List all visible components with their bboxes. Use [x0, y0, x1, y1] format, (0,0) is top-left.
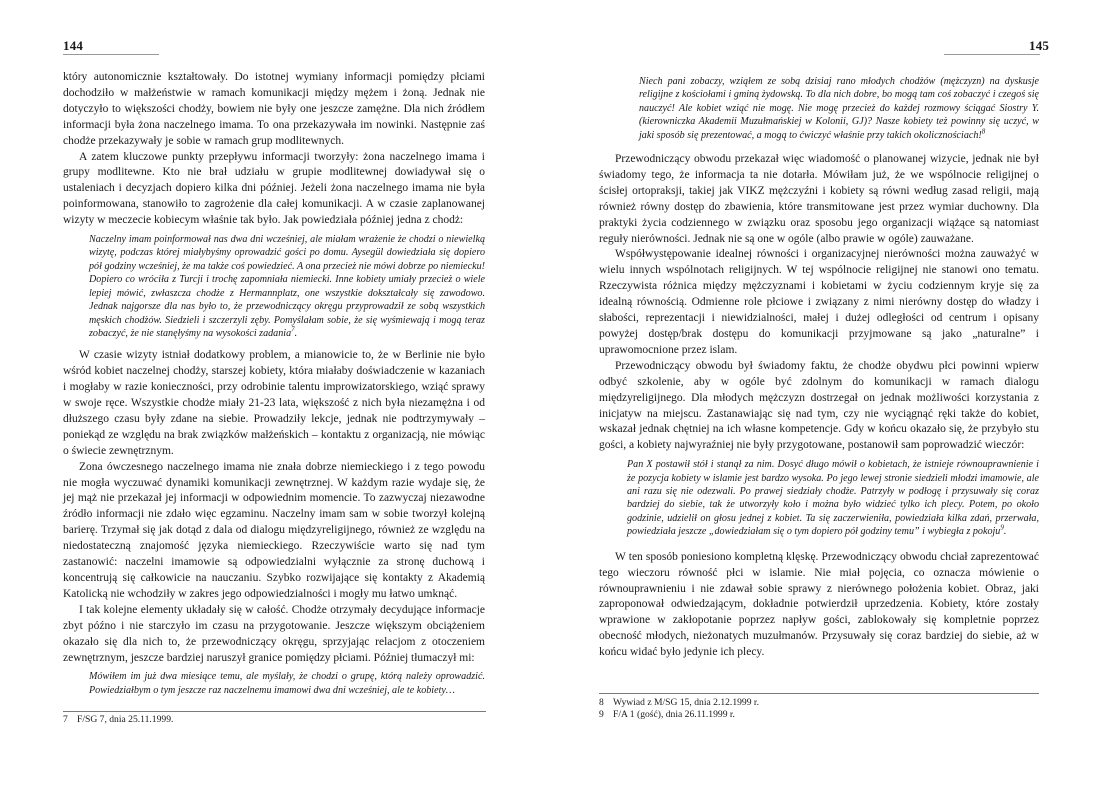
footnote-number: 9 [599, 709, 604, 720]
footnote [599, 709, 759, 721]
quote-text: Niech pani zobaczy, wziąłem ze sobą dzisiaj rano młodych chodżów (mężczyzn) na dyskusje religijne z kościołami i gminą żydowską. To dla nich dobre, bo mogą tam coś zobaczyć i czegoś się nauczyć! Ale kobiet wziąć nie mogę. Nie mogę przecież do każdej rozmowy ściągać Siostry Y. (kierowniczka Akademii Muzułmańskiej w Kolonii, GJ)? Nasze kobiety też powinny się uczyć, w jaki sposób się prezentować, a mogą to ćwiczyć właśnie przy takich okolicznościach! [639, 76, 1039, 141]
footnote-ref: 7 [291, 325, 295, 334]
page-body [599, 75, 1039, 661]
footnote-ref: 8 [981, 127, 986, 136]
paragraph: który autonomicznie kształtowały. Do istotnej wymiany informacji pomiędzy płciami dochodziło w małżeństwie w ramach komunikacji między mężem i żoną. Jednak nie dotyczyło to większości chodży, bowiem nie były one jeszcze zamężne. Dla nich źródłem informacji była żona naczelnego imama. To ona przekazywała im nowinki. Następnie zaś chodże przekazywały je sobie w ramach grup modlitewnych. [63, 71, 485, 147]
paragraph: W czasie wizyty istniał dodatkowy problem, a mianowicie to, że w Berlinie nie było wśród kobiet naczelnej chodży, starszej kobiety, która miałaby doświadczenie w kazaniach i mogłaby w razie konieczności, przy odrobinie talentu improwizatorskiego, wziąć sprawy w swoje ręce. Wszystkie chodże miały 21-23 lata, większość z nich była niezamężna i od dłuższego czasu były zdane na siebie. Prowadziły lekcje, jednak nie podtrzymywały – poniekąd ze względu na brak związków małżeńskich – kontaktu z organizacją, nie mówiąc o świecie zewnętrznym. [63, 349, 485, 457]
block-quote: Pan X postawił stół i stanął za nim. Dosyć długo mówił o kobietach, że istnieje równouprawnienie i że pozycja kobiety w islamie jest bardzo wysoka. Po jego lewej stronie siedzieli młodzi imamowie, ale ani razu się nie odezwali. Po prawej siedziały chodże. Patrzyły w podłogę i przysuwały się coraz bardziej do siebie, tak że utworzyły koło i można było widzieć tylko ich plecy. Potem, po około godzinie, udzielił on głosu jednej z kobiet. Ta się zaczerwieniła, powiedziała kilka zdań, przerwała, powiedziała jeszcze „dowiedziałam się o tym dopiero pół godziny temu” i wybiegła z pokoju$^9$. [627, 459, 1039, 538]
footnote-number: 7 [63, 714, 68, 725]
header-rule [944, 54, 1040, 55]
paragraph: I tak kolejne elementy układały się w całość. Chodże otrzymały decydujące informacje zbyt późno i nie starczyło im czasu na przygotowanie. Jeszcze większym obciążeniem okazało się dla nich to, że przewodniczący okręgu, sprzyjając relacjom z otoczeniem zewnętrznym, jeszcze bardziej naruszył granice pomiędzy płciami. Później tłumaczył mi: [63, 603, 485, 664]
paragraph: W ten sposób poniesiono kompletną klęskę. Przewodniczący obwodu chciał zaprezentować tego wieczoru równość płci w islamie. Nie miał pojęcia, co oznacza mówienie o równouprawnieniu i nie zdawał sobie sprawy z nierównego położenia kobiet. Obraz, jaki zaproponował odwiedzającym, dokładnie potwierdził uprzedzenia. Kobiety, które zostały wprawione w zakłopotanie poprzez napływ gości, zablokowały się kompletnie poprzez obecność młodych, nieżonatych muzułmanów. Przysuwały się coraz bardziej do siebie, aż w końcu widać było jedynie ich plecy. [599, 550, 1039, 659]
page-body [63, 70, 485, 705]
footnote [599, 697, 759, 709]
page-number: 144 [63, 38, 84, 53]
footnote-ref: 9 [1000, 523, 1004, 532]
paragraph: Współwystępowanie idealnej równości i organizacyjnej nierówności można zauważyć w wielu innych wspólnotach religijnych. W tej wspólnocie religijnej nie stanowi ono tematu. Rzeczywista różnica między mężczyznami i kobietami w życiu codziennym kryje się za idealną równością. Odmienne role płciowe i związany z nimi nierówny dostęp do władzy i słabości, reprezentacji i niewidzialności, małej i dużej odległości od centrum i opisany powyżej dostęp/brak dostępu do komunikacji przyjmowane są jako „naturalne” i uprawomocnione przez islam. [599, 248, 1039, 356]
paragraph: Przewodniczący obwodu był świadomy faktu, że chodże obydwu płci powinni wpierw odbyć szkolenie, aby w ogóle być zdolnym do komunikacji w ramach dialogu międzyreligijnego. Dla młodych mężczyzn dostrzegał on jednak możliwości korzystania z inicjatyw na miejscu. Zastanawiając się nad tym, czy nie wyciągnąć ręki także do kobiet, wskazał jednak chętniej na ich własne kompetencje. Gdy w końcu okazało się, że przybyło stu gości, a kobiety najwyraźniej nie były przygotowane, postanowił sam poprowadzić wieczór: [599, 359, 1039, 452]
quote-text: Naczelny imam poinformował nas dwa dni wcześniej, ale miałam wrażenie że chodzi o niewielką wizytę, podczas której miałybyśmy oprowadzić gości po domu. Aysegül dowiedziała się dopiero pół godziny wcześniej, że ma także coś powiedzieć. A ona przecież nie mówi dobrze po niemiecku! Dopiero co wróciła z Turcji i trochę zapomniała niemiecki. Inne kobiety umiały przecież o wiele lepiej mówić, zwłaszcza chodże z Hermannplatz, one wszystkie dokształcały się zawodowo. Jednak najgorsze dla nas było to, że przewodniczący okręgu przyprowadził ze sobą wszystkich męskich chodżów. Siedzieli i szczerzyli zęby. Pomyślałam sobie, że się wyśmiewają i mogą teraz zobaczyć, że nie stanęłyśmy na wysokości zadania [89, 234, 485, 339]
header-rule [63, 54, 159, 55]
footnote-text: F/A 1 (gość), dnia 26.11.1999 r. [613, 709, 735, 720]
paragraph: Przewodniczący obwodu przekazał więc wiadomość o planowanej wizycie, jednak nie był świadomy tego, że informacja ta nie dotarła. Mówiłam już, że we wspólnocie religijnej o ścisłej ortopraksji, takiej jak VIKZ mężczyźni i kobiety są równi według zasad religii, mają również równy dostęp do zbawienia, które transmitowane jest przez wymiar duchowny. Dla praktyki życia codziennego w związku oraz sposobu jego organizacji wiążące są natomiast reguły nierówności. Jednak nie są one w ogóle (albo prawie w ogóle) zauważane. [599, 153, 1039, 245]
right-page [550, 0, 1100, 786]
footnote-rule [63, 711, 486, 712]
paragraph: Zona ówczesnego naczelnego imama nie znała dobrze niemieckiego i z tego powodu nie mogła wyczuwać dynamiki komunikacji zewnętrznej. W każdym razie wydaje się, że jej mąż nie przekazał jej informacji w odpowiednim momencie. To zazwyczaj niezawodne źródło informacji nie zdało więc egzaminu. Naczelny imam sam w sobie tworzył kolejną barierę. Trzymał się jak dotąd z dala od dialogu międzyreligijnego, również ze względu na niedostateczną znajomość języka niemieckiego. Rzeczywiście warto się nad tym zastanowić: naczelni imamowie są odpowiedzialni wyłącznie za stronę duchową i koncentrują się całkowicie na nauczaniu. Szybko rozwijające się kontakty z Akademią Katolicką nie wchodziły w zakres jego odpowiedzialności i mogły mu łatwo umknąć. [63, 460, 485, 600]
page-number: 145 [1029, 38, 1050, 53]
block-quote: Mówiłem im już dwa miesiące temu, ale myślały, że chodzi o grupę, którą należy oprowadzić. Powiedziałbym o tym jeszcze raz naczelnemu imamowi dwa dni wcześniej, ale te kobiety… [89, 671, 485, 696]
paragraph: A zatem kluczowe punkty przepływu informacji tworzyły: żona naczelnego imama i grupy modlitewne. Kto nie brał udziału w grupie modlitewnej dowiadywał się o ustaleniach i decyzjach dopiero kilka dni później. Jeżeli żona naczelnego imama nie była poinformowana, stanowiło to zagrożenie dla całej komunikacji. A w czasie zaplanowanej wizyty w meczecie kobiecym właśnie tak było. Jak powiedziała później jedna z chodż: [63, 150, 485, 227]
footnote-text: Wywiad z M/SG 15, dnia 2.12.1999 r. [613, 697, 759, 708]
block-quote [639, 75, 1039, 142]
footnote-number: 8 [599, 697, 604, 708]
quote-text: Pan X postawił stół i stanął za nim. Dosyć długo mówił o kobietach, że istnieje równouprawnienie i że pozycja kobiety w islamie jest bardzo wysoka. Po jego lewej stronie siedzieli młodzi imamowie, ale ani razu się nie odezwali. Po prawej siedziały chodże. Patrzyły w podłogę i przysuwały się coraz bardziej do siebie, tak że utworzyły koło i można było widzieć tylko ich plecy. Potem, po około godzinie, udzielił on głosu jednej z kobiet. Ta się zaczerwieniła, powiedziała kilka zdań, przerwała, powiedziała jeszcze „dowiedziałam się o tym dopiero pół godziny temu” i wybiegła z pokoju [627, 459, 1039, 538]
footnote-text: F/SG 7, dnia 25.11.1999. [77, 714, 174, 725]
footnote-rule [599, 693, 1039, 694]
footnotes [599, 697, 759, 721]
footnote [63, 714, 173, 726]
footnotes [63, 714, 173, 726]
block-quote: Naczelny imam poinformował nas dwa dni wcześniej, ale miałam wrażenie że chodzi o niewielką wizytę, podczas której miałybyśmy oprowadzić gości po domu. Aysegül dowiedziała się dopiero pół godziny wcześniej, że ma także coś powiedzieć. A ona przecież nie mówi dobrze po niemiecku! Dopiero co wróciła z Turcji i trochę zapomniała niemiecki. Inne kobiety umiały przecież o wiele lepiej mówić, zwłaszcza chodże z Hermannplatz, one wszystkie dokształcały się zawodowo. Jednak najgorsze dla nas było to, że przewodniczący okręgu przyprowadził ze sobą wszystkich męskich chodżów. Siedzieli i szczerzyli zęby. Pomyślałam sobie, że się wyśmiewają i mogą teraz zobaczyć, że nie stanęłyśmy na wysokości zadania$^7$. [89, 234, 485, 339]
